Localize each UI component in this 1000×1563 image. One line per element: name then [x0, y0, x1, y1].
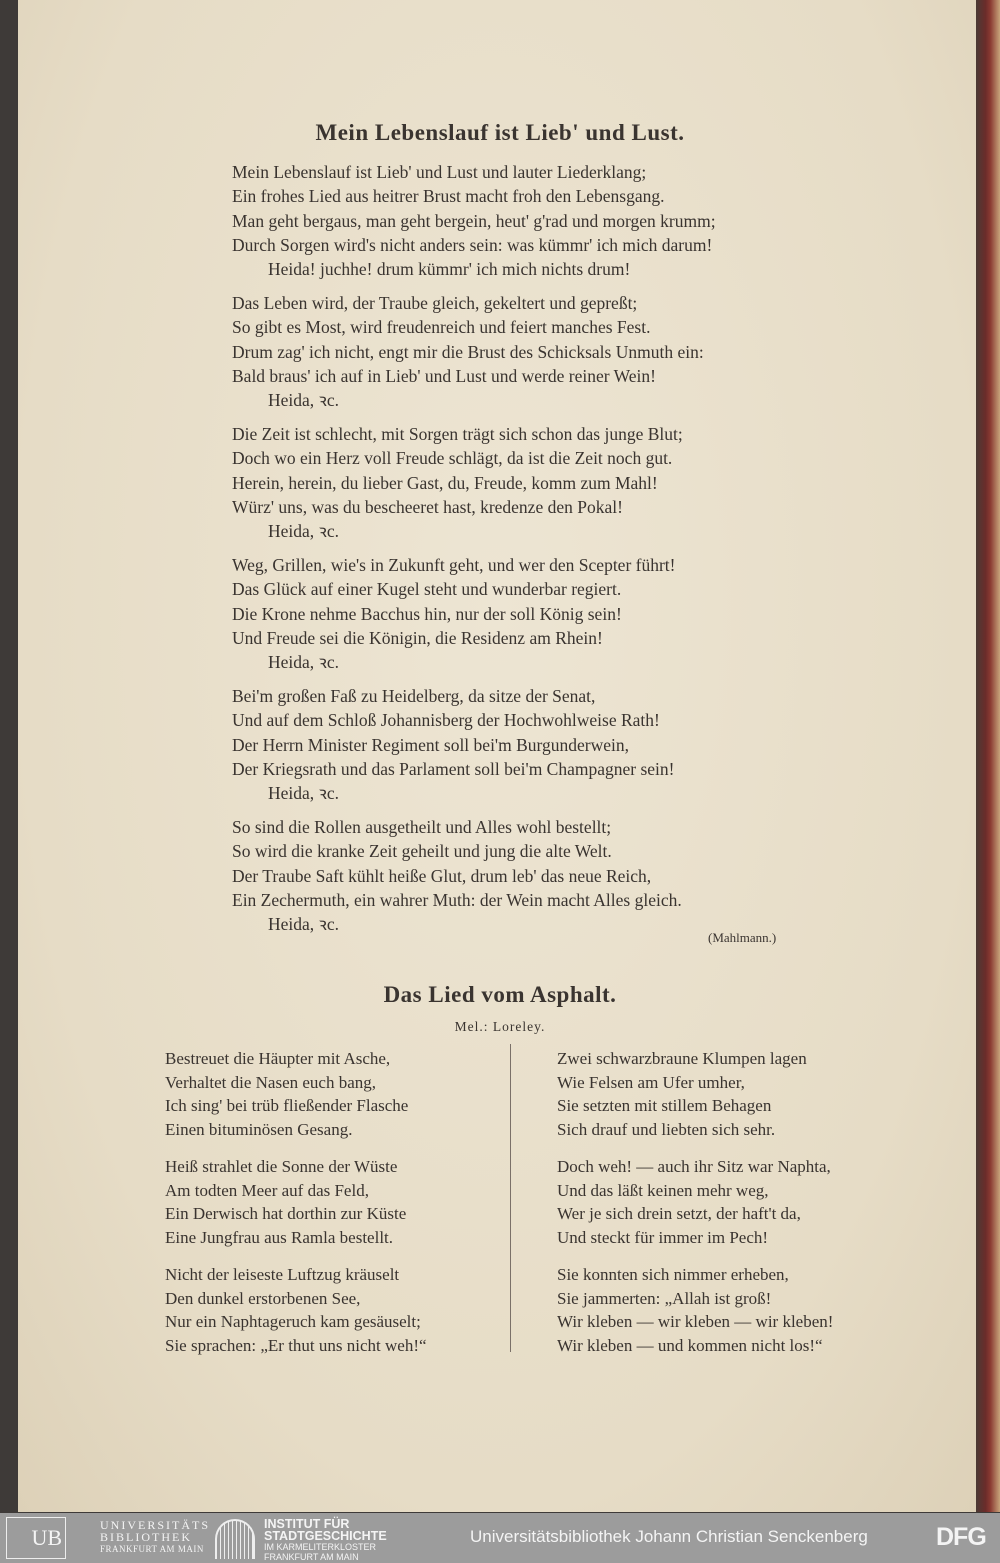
ub-line3: FRANKFURT AM MAIN [100, 1544, 204, 1554]
stanza [232, 160, 716, 281]
inst-line3: IM KARMELITERKLOSTER [264, 1542, 377, 1552]
verse-line: Die Zeit ist schlecht, mit Sorgen trägt sich schon das junge Blut; [232, 423, 683, 444]
stanza [232, 422, 716, 543]
stanza [557, 1155, 833, 1249]
verse-line: Das Glück auf einer Kugel steht und wunderbar regiert. [232, 579, 622, 600]
ub-line1: UNIVERSITÄTS [100, 1518, 210, 1532]
verse-line: Sich drauf und liebten sich sehr. [557, 1119, 776, 1139]
verse-line: Herein, herein, du lieber Gast, du, Freude, komm zum Mahl! [232, 472, 658, 493]
column-divider [510, 1044, 511, 1352]
verse-line: Verhaltet die Nasen euch bang, [165, 1072, 376, 1092]
verse-line: Wir kleben — und kommen nicht los!“ [557, 1335, 823, 1355]
stanza [165, 1263, 427, 1357]
verse-line: Mein Lebenslauf ist Lieb' und Lust und lauter Liederklang; [232, 162, 647, 182]
poem2-title: Das Lied vom Asphalt. [383, 982, 617, 1007]
verse-line: Sie jammerten: „Allah ist groß! [557, 1288, 772, 1308]
footer-bar [0, 1513, 1000, 1563]
verse-line: Der Herrn Minister Regiment soll bei'm Burgunderwein, [232, 734, 629, 755]
verse-line: Das Leben wird, der Traube gleich, gekeltert und gepreßt; [232, 292, 638, 313]
dfg-logo[interactable]: DFG [936, 1523, 986, 1551]
inst-line2: STADTGESCHICHTE [264, 1529, 387, 1543]
verse-line: Bestreuet die Häupter mit Asche, [165, 1049, 391, 1068]
verse-line: Einen bituminösen Gesang. [165, 1119, 353, 1139]
verse-line: Ein Zechermuth, ein wahrer Muth: der Wein macht Alles gleich. [232, 889, 682, 910]
verse-line: Bald braus' ich auf in Lieb' und Lust und werde reiner Wein! [232, 365, 656, 386]
verse-line: Wie Felsen am Ufer umher, [557, 1072, 745, 1092]
poem2-left-column [165, 1047, 427, 1371]
verse-line: Nicht der leiseste Luftzug kräuselt [165, 1265, 400, 1284]
ub-logo-mark: UB [31, 1525, 62, 1550]
verse-line: Man geht bergaus, man geht bergein, heut' g'rad und morgen krumm; [232, 210, 716, 231]
verse-line: So gibt es Most, wird freudenreich und feiert manches Fest. [232, 317, 651, 338]
ub-logo-text [100, 1519, 210, 1555]
institute-logo-text[interactable] [264, 1518, 387, 1562]
stanza [232, 684, 716, 805]
verse-line: Eine Jungfrau aus Ramla bestellt. [165, 1227, 394, 1247]
stanza [557, 1047, 833, 1141]
book-spine-edge [976, 0, 1000, 1512]
inst-line1: INSTITUT FÜR [264, 1517, 350, 1531]
stanza [557, 1263, 833, 1357]
verse-line: Würz' uns, was du bescheeret hast, kredenze den Pokal! [232, 496, 623, 517]
verse-line: Sie setzten mit stillem Behagen [557, 1096, 772, 1115]
stanza [165, 1155, 427, 1249]
ub-line2: BIBLIOTHEK [100, 1530, 192, 1544]
verse-line: Ein frohes Lied aus heitrer Brust macht froh den Lebensgang. [232, 186, 665, 207]
refrain-line: Heida, ꝛc. [268, 783, 339, 804]
refrain-line: Heida, ꝛc. [268, 914, 339, 935]
verse-line: Doch weh! — auch ihr Sitz war Naphta, [557, 1157, 831, 1176]
poem1-author: (Mahlmann.) [708, 930, 777, 945]
library-name[interactable]: Universitätsbibliothek Johann Christian Senckenberg [470, 1527, 868, 1546]
verse-line: Wer je sich drein setzt, der haft't da, [557, 1204, 801, 1223]
refrain-line: Heida, ꝛc. [268, 390, 339, 411]
verse-line: Ich sing' bei trüb fließender Flasche [165, 1096, 409, 1115]
verse-line: Der Traube Saft kühlt heiße Glut, drum leb' das neue Reich, [232, 865, 652, 886]
verse-line: Durch Sorgen wird's nicht anders sein: was kümmr' ich mich darum! [232, 234, 713, 255]
verse-line: Heiß strahlet die Sonne der Wüste [165, 1157, 398, 1176]
verse-line: Und auf dem Schloß Johannisberg der Hochwohlweise Rath! [232, 710, 660, 731]
stanza [232, 291, 716, 412]
verse-line: Den dunkel erstorbenen See, [165, 1288, 361, 1308]
verse-line: Bei'm großen Faß zu Heidelberg, da sitze der Senat, [232, 685, 596, 706]
verse-line: Sie sprachen: „Er thut uns nicht weh!“ [165, 1335, 427, 1355]
verse-line: Wir kleben — wir kleben — wir kleben! [557, 1312, 834, 1331]
inst-line4: FRANKFURT AM MAIN [264, 1552, 359, 1562]
verse-line: Der Kriegsrath und das Parlament soll bei'm Champagner sein! [232, 758, 675, 779]
verse-line: So sind die Rollen ausgetheilt und Alles wohl bestellt; [232, 816, 612, 837]
poem1-title: Mein Lebenslauf ist Lieb' und Lust. [315, 120, 685, 145]
verse-line: Und steckt für immer im Pech! [557, 1227, 769, 1247]
refrain-line: Heida, ꝛc. [268, 652, 339, 673]
refrain-line: Heida, ꝛc. [268, 521, 339, 542]
verse-line: Weg, Grillen, wie's in Zukunft geht, und wer den Scepter führt! [232, 554, 676, 575]
stanza [232, 815, 716, 936]
verse-line: Und Freude sei die Königin, die Residenz am Rhein! [232, 627, 603, 648]
verse-line: Am todten Meer auf das Feld, [165, 1180, 369, 1200]
verse-line: Zwei schwarzbraune Klumpen lagen [557, 1049, 807, 1068]
stanza [165, 1047, 427, 1141]
stanza [232, 553, 716, 674]
ub-logo[interactable] [6, 1517, 66, 1559]
verse-line: Nur ein Naphtageruch kam gesäuselt; [165, 1312, 421, 1331]
verse-line: Doch wo ein Herz voll Freude schlägt, da ist die Zeit noch gut. [232, 448, 673, 469]
refrain-line: Heida! juchhe! drum kümmr' ich mich nichts drum! [268, 259, 631, 280]
poem2-right-column [557, 1047, 833, 1371]
verse-line: Und das läßt keinen mehr weg, [557, 1180, 769, 1200]
verse-line: So wird die kranke Zeit geheilt und jung die alte Welt. [232, 841, 612, 862]
verse-line: Ein Derwisch hat dorthin zur Küste [165, 1204, 407, 1223]
verse-line: Sie konnten sich nimmer erheben, [557, 1265, 789, 1284]
institute-arch-icon [215, 1519, 255, 1559]
verse-line: Drum zag' ich nicht, engt mir die Brust des Schicksals Unmuth ein: [232, 341, 704, 362]
poem2-melody: Mel.: Loreley. [454, 1019, 546, 1034]
poem1-body [232, 160, 716, 946]
verse-line: Die Krone nehme Bacchus hin, nur der soll König sein! [232, 603, 622, 624]
